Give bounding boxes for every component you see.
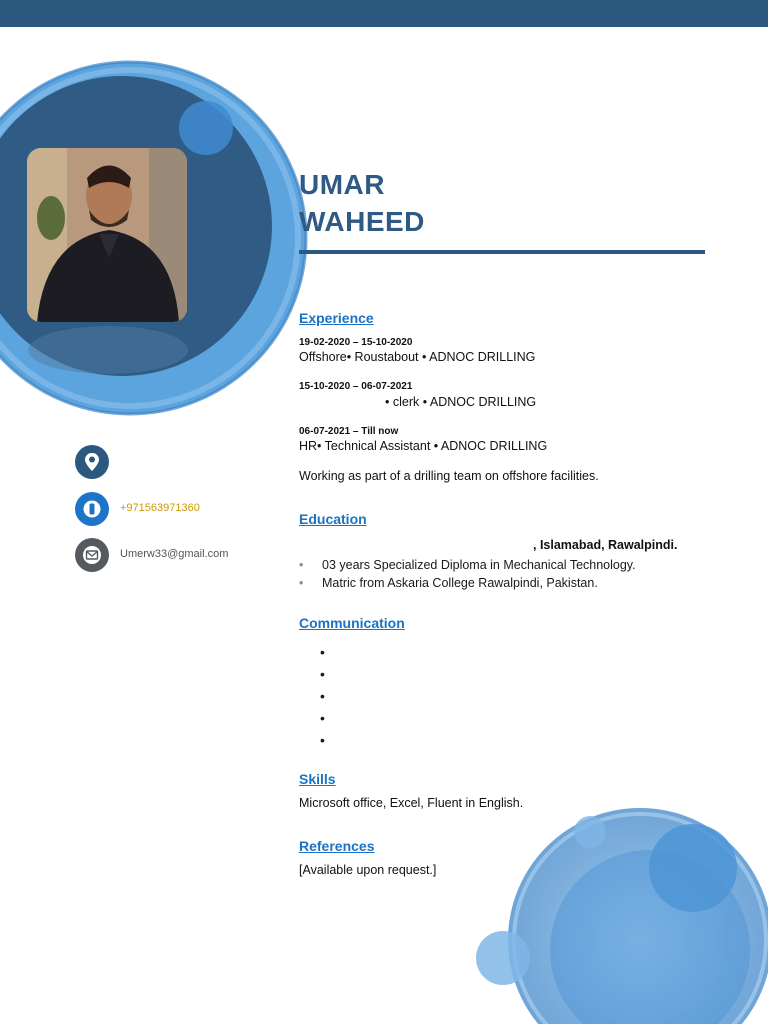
experience-role-3: HR• Technical Assistant • ADNOC DRILLING	[299, 439, 548, 453]
experience-role-1: Offshore• Roustabout • ADNOC DRILLING	[299, 350, 536, 364]
profile-photo	[27, 148, 187, 322]
experience-date-2: 15-10-2020 – 06-07-2021	[299, 381, 413, 392]
education-heading: Education	[299, 511, 367, 527]
list-item: •	[320, 732, 325, 748]
list-item: •	[320, 710, 325, 726]
list-item: • Matric from Askaria College Rawalpindi, Pakistan.	[299, 574, 636, 592]
location-icon	[75, 445, 109, 479]
references-text: [Available upon request.]	[299, 863, 437, 877]
experience-heading: Experience	[299, 310, 374, 326]
name-underline	[299, 250, 705, 254]
phone-icon	[75, 492, 109, 526]
person-silhouette	[27, 148, 187, 322]
communication-heading: Communication	[299, 615, 405, 631]
email-address[interactable]: Umerw33@gmail.com	[120, 548, 229, 560]
skills-heading: Skills	[299, 771, 336, 787]
phone-number[interactable]: +971563971360	[120, 502, 200, 514]
last-name: WAHEED	[299, 206, 425, 237]
education-list	[299, 556, 636, 592]
skills-text: Microsoft office, Excel, Fluent in English.	[299, 796, 524, 810]
experience-date-1: 19-02-2020 – 15-10-2020	[299, 337, 413, 348]
education-location: , Islamabad, Rawalpindi.	[533, 538, 678, 552]
right-circle-art	[476, 808, 768, 1024]
experience-role-2: • clerk • ADNOC DRILLING	[385, 395, 537, 409]
email-icon	[75, 538, 109, 572]
communication-list	[320, 641, 330, 751]
list-item: •	[320, 688, 325, 704]
full-name	[299, 166, 425, 240]
experience-description: Working as part of a drilling team on offshore facilities.	[299, 469, 599, 483]
experience-date-3: 06-07-2021 – Till now	[299, 426, 399, 437]
first-name: UMAR	[299, 169, 385, 200]
list-item: • 03 years Specialized Diploma in Mechanical Technology.	[299, 556, 636, 574]
list-item: •	[320, 666, 325, 682]
references-heading: References	[299, 838, 375, 854]
list-item: •	[320, 644, 325, 660]
